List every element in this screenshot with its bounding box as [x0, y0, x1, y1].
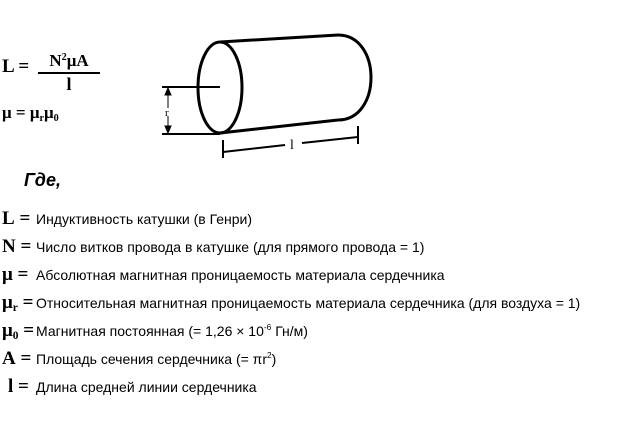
- definition-text: Длина средней линии сердечника: [36, 379, 257, 395]
- inductance-formula-lhs: [2, 56, 29, 78]
- definition-text: Магнитная постоянная (= $1,26 \times 10^{-6}$ Гн/м): [36, 322, 308, 339]
- definition-text: Число витков провода в катушке (для прямого провода = 1): [36, 239, 425, 255]
- definition-symbol: l =: [8, 376, 29, 397]
- length-label: l: [290, 138, 294, 153]
- definition-text: Площадь сечения сердечника (= $\pi r^2$): [36, 350, 277, 367]
- formula-mu-0: μ: [44, 103, 54, 122]
- definition-text: Индуктивность катушки (в Генри): [36, 211, 252, 227]
- definition-symbol: $\mu_0$ =: [2, 320, 35, 342]
- numerator-N: N: [49, 51, 62, 70]
- formula-mu: μ: [2, 103, 12, 122]
- cylinder-back-face: [338, 35, 371, 120]
- definition-symbol: $\mu_r$ =: [2, 292, 34, 314]
- formula-mu-r: μ: [29, 103, 40, 122]
- numerator-muA: μA: [66, 51, 89, 70]
- numerator-exponent: 2: [61, 52, 67, 63]
- permeability-formula: [2, 103, 59, 123]
- where-heading: Где,: [24, 170, 61, 190]
- inductance-formula-fraction: [38, 52, 100, 93]
- definition-symbol: N =: [2, 236, 32, 257]
- formula-mu-0-sub: 0: [53, 113, 59, 124]
- definition-symbol: A =: [2, 348, 32, 369]
- fraction-numerator: [38, 52, 100, 70]
- formula-mu-r-sub: r: [39, 113, 44, 124]
- formula-equals: =: [18, 56, 30, 77]
- formula-symbol-L: L: [2, 56, 14, 77]
- radius-arrow-top: [165, 88, 171, 95]
- length-dimension-line-left: [223, 145, 285, 152]
- definition-symbol: μ =: [2, 264, 29, 285]
- fraction-denominator: l: [66, 74, 72, 94]
- formula-mu-equals: =: [15, 103, 26, 122]
- cylinder-core-diagram: [150, 28, 390, 168]
- definition-symbol: L =: [2, 208, 31, 229]
- length-dimension-line-right: [302, 137, 358, 143]
- radius-arrow-bottom: [165, 126, 171, 133]
- definition-text: Относительная магнитная проницаемость материала сердечника (для воздуха = 1): [36, 295, 581, 311]
- definition-text: Абсолютная магнитная проницаемость материала сердечника: [36, 267, 445, 283]
- cylinder-bottom-edge: [220, 120, 338, 133]
- cylinder-top-edge: [220, 35, 338, 42]
- radius-label: r: [165, 107, 169, 119]
